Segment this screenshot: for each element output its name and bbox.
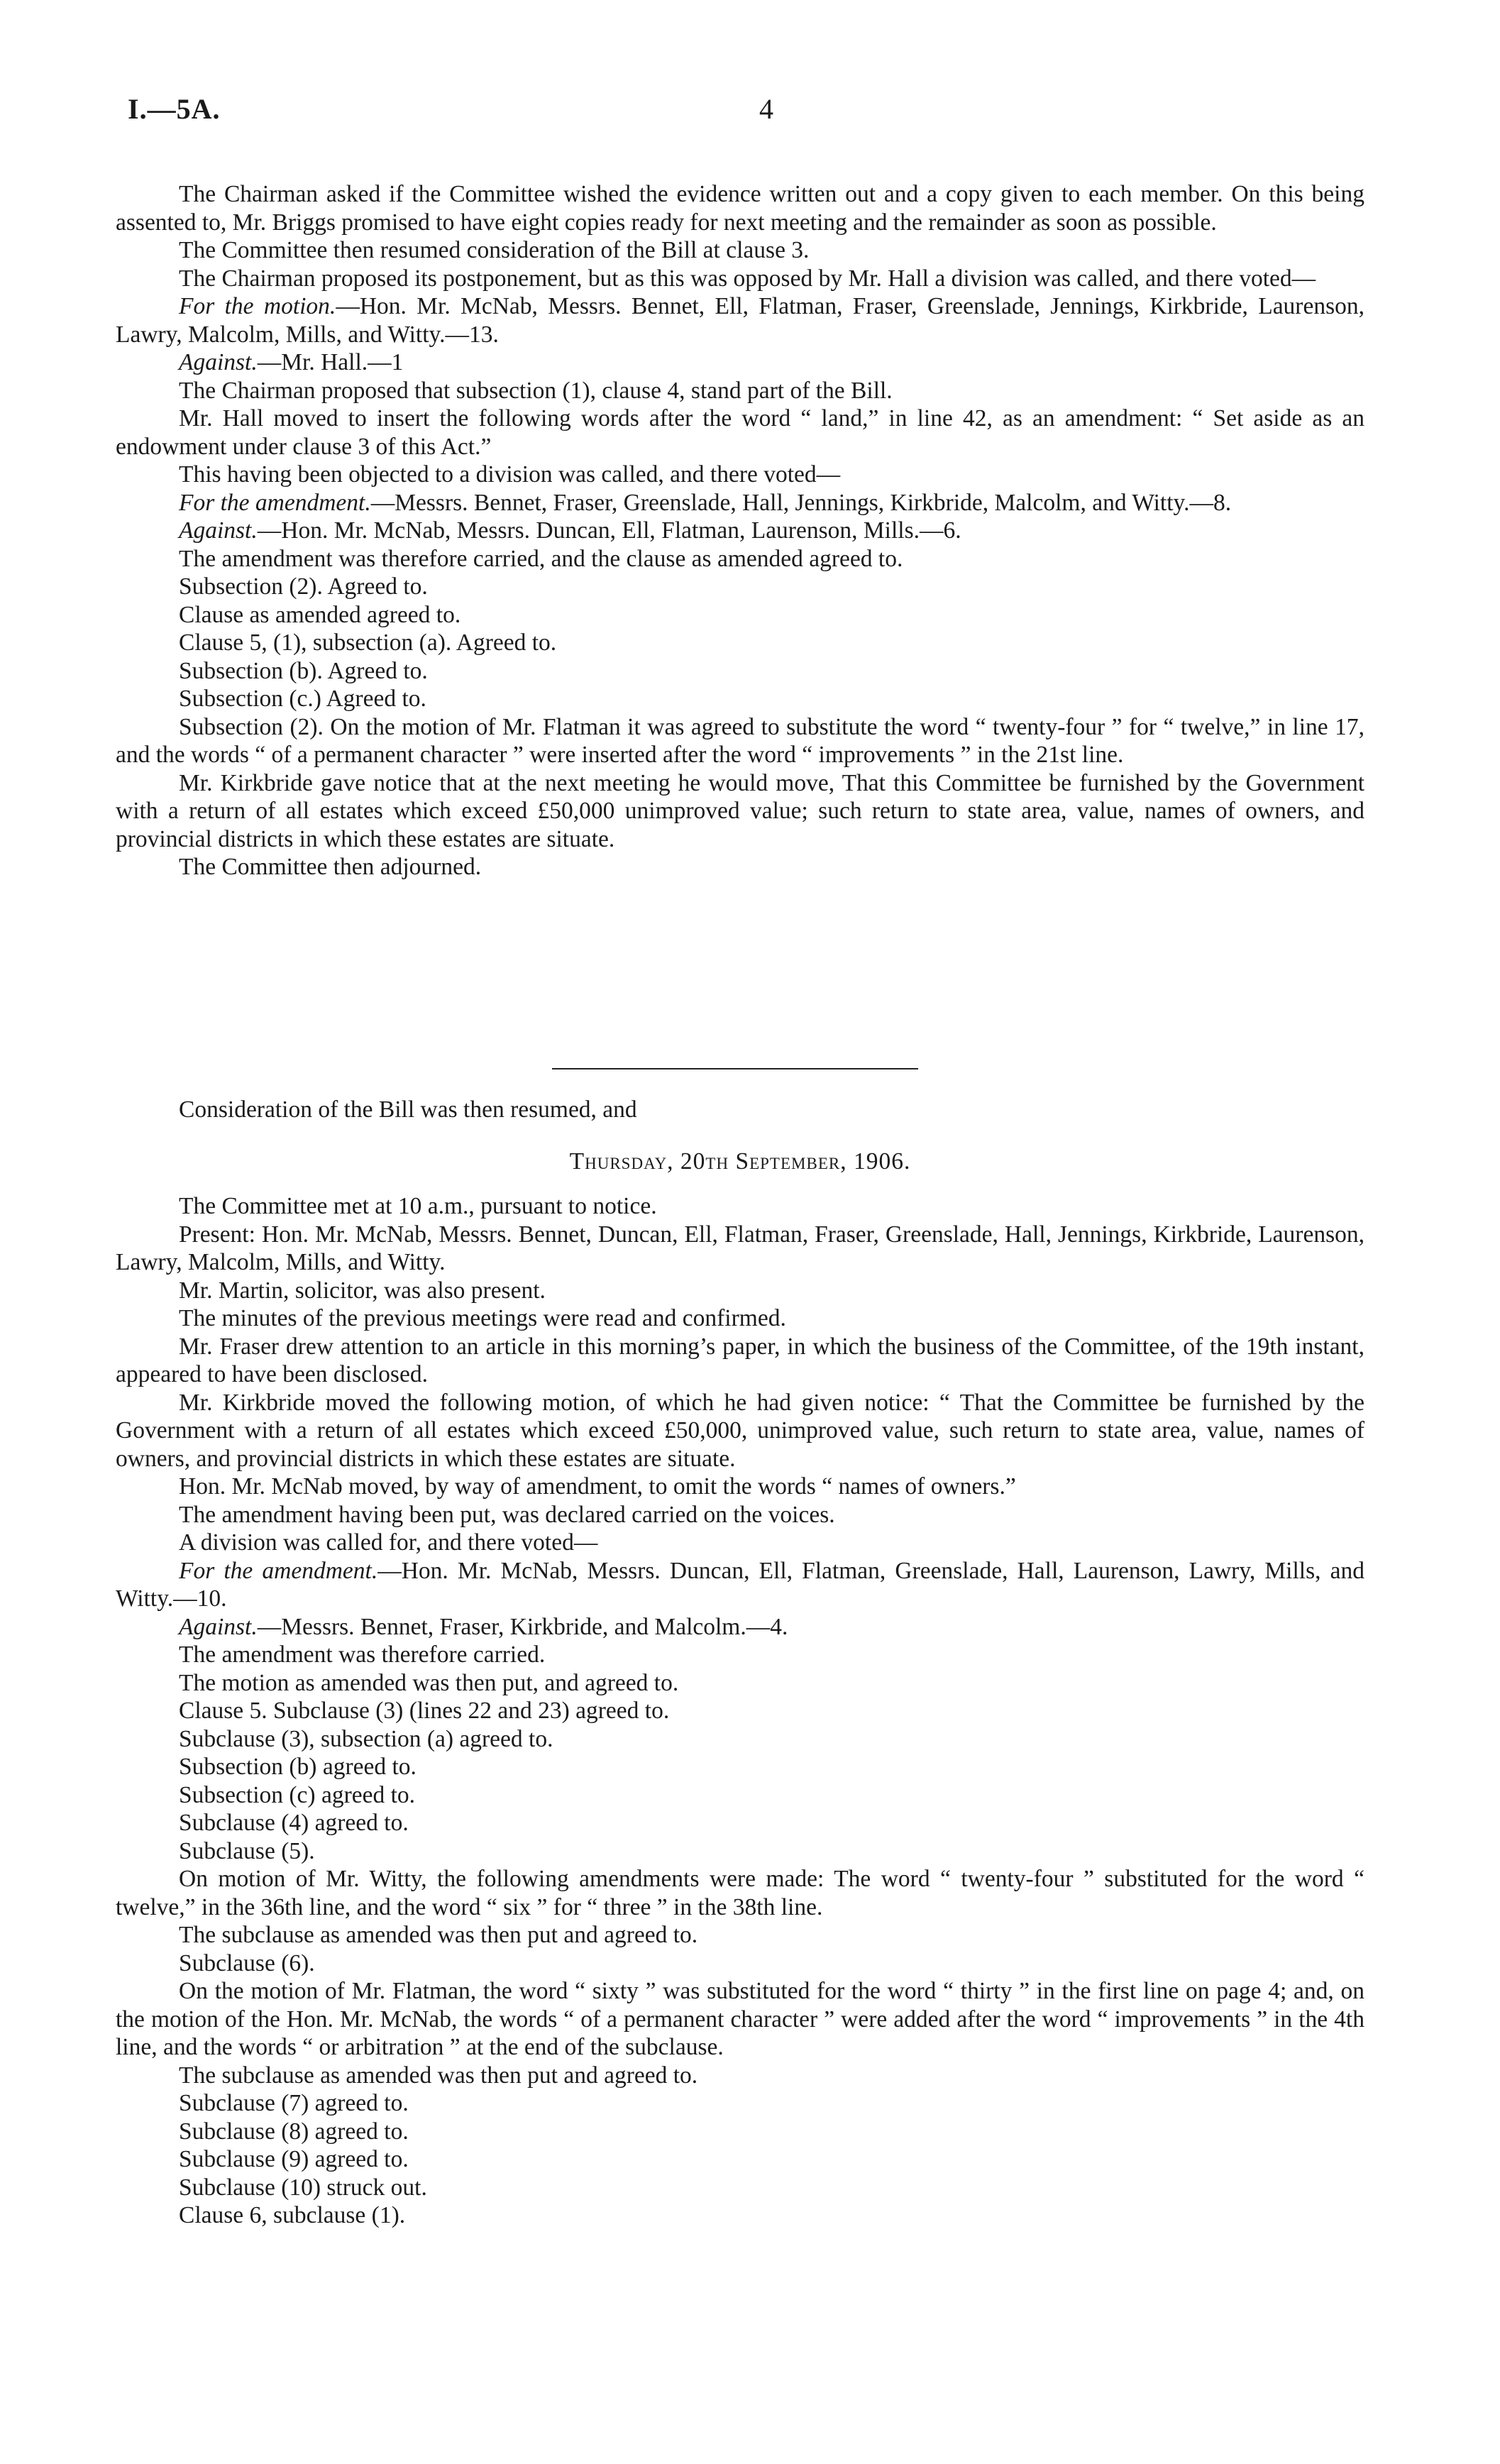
paragraph: Clause as amended agreed to.	[179, 601, 461, 628]
paragraph: Mr. Kirkbride moved the following motion, of which he had given notice: “ That the Committee be furnished by the Government with a return of all estates which exceed £50,000, unimproved value, such return to state area, value, names of owners, and provincial districts in which these estates are situate.	[116, 1389, 1364, 1472]
section-divider	[552, 1068, 918, 1069]
vote-for-paragraph: For the motion.—Hon. Mr. McNab, Messrs. Bennet, Ell, Flatman, Fraser, Greenslade, Jennings, Kirkbride, Laurenson, Lawry, Malcolm, Mills, and Witty.—13.	[116, 293, 1364, 348]
paragraph: Mr. Hall moved to insert the following words after the word “ land,” in line 42, as an amendment: “ Set aside as an endowment under clause 3 of this Act.”	[116, 405, 1364, 460]
paragraph: The subclause as amended was then put and agreed to.	[179, 2062, 698, 2089]
paragraph: On motion of Mr. Witty, the following amendments were made: The word “ twenty-four ” substituted for the word “ twelve,” in the 36th line, and the word “ six ” for “ three ” in the 38th line.	[116, 1866, 1364, 1920]
date-heading	[116, 1148, 1364, 1175]
paragraph: The Committee then resumed consideration of the Bill at clause 3.	[179, 237, 810, 263]
vote-against-paragraph: Against.—Hon. Mr. McNab, Messrs. Duncan, Ell, Flatman, Laurenson, Mills.—6.	[179, 517, 961, 544]
page-number: 4	[759, 93, 773, 125]
paragraph: Subclause (9) agreed to.	[179, 2146, 409, 2172]
paragraph: Subclause (6).	[179, 1949, 315, 1976]
minutes-section-1	[116, 180, 1364, 881]
paragraph: Mr. Martin, solicitor, was also present.	[179, 1277, 546, 1304]
vote-against-paragraph: Against.—Messrs. Bennet, Fraser, Kirkbride, and Malcolm.—4.	[179, 1613, 788, 1640]
paragraph: Present: Hon. Mr. McNab, Messrs. Bennet, Duncan, Ell, Flatman, Fraser, Greenslade, Hall, Jennings, Kirkbride, Laurenson, Lawry, Malcolm, Mills, and Witty.	[116, 1221, 1364, 1275]
document-id: I.—5A.	[128, 93, 221, 125]
paragraph: Subsection (b) agreed to.	[179, 1754, 417, 1780]
paragraph: The Committee met at 10 a.m., pursuant to notice.	[179, 1193, 657, 1219]
paragraph: Subsection (2). On the motion of Mr. Flatman it was agreed to substitute the word “ twenty-four ” for “ twelve,” in line 17, and the words “ of a permanent character ” were inserted after the word “ improvements ” in the 21st line.	[116, 713, 1364, 768]
paragraph: Clause 5, (1), subsection (a). Agreed to.	[179, 629, 557, 656]
paragraph: The Chairman proposed that subsection (1), clause 4, stand part of the Bill.	[179, 377, 893, 404]
resumed-line: Consideration of the Bill was then resumed, and	[179, 1096, 637, 1123]
paragraph: The amendment was therefore carried, and the clause as amended agreed to.	[179, 545, 903, 572]
paragraph: The amendment having been put, was declared carried on the voices.	[179, 1501, 835, 1528]
paragraph: The subclause as amended was then put and agreed to.	[179, 1922, 698, 1948]
paragraph: Subsection (2). Agreed to.	[179, 573, 428, 600]
paragraph: Subclause (3), subsection (a) agreed to.	[179, 1725, 553, 1752]
paragraph: Clause 6, subclause (1).	[179, 2202, 406, 2228]
paragraph: Subclause (7) agreed to.	[179, 2090, 409, 2116]
paragraph: The Committee then adjourned.	[179, 854, 482, 880]
paragraph: Subclause (5).	[179, 1837, 315, 1864]
vote-against-paragraph: Against.—Mr. Hall.—1	[179, 349, 404, 375]
paragraph: Subsection (b). Agreed to.	[179, 657, 428, 684]
paragraph: Subclause (8) agreed to.	[179, 2118, 409, 2145]
paragraph: On the motion of Mr. Flatman, the word “ sixty ” was substituted for the word “ thirty ” in the first line on page 4; and, on the motion of the Hon. Mr. McNab, the words “ of a permanent character ” were added after the word “ improvements ” in the 4th line, and the words “ or arbitration ” at the end of the subclause.	[116, 1978, 1364, 2060]
date-heading-text: Thursday, 20th September, 1906.	[569, 1148, 911, 1175]
paragraph: Hon. Mr. McNab moved, by way of amendment, to omit the words “ names of owners.”	[179, 1473, 1016, 1500]
paragraph: Mr. Kirkbride gave notice that at the next meeting he would move, That this Committee be furnished by the Government with a return of all estates which exceed £50,000 unimproved value; such return to state area, value, names of owners, and provincial districts in which these estates are situate.	[116, 769, 1364, 852]
vote-for-paragraph: For the amendment.—Messrs. Bennet, Fraser, Greenslade, Hall, Jennings, Kirkbride, Malcolm, and Witty.—8.	[179, 489, 1232, 516]
minutes-section-2	[116, 1192, 1364, 2230]
paragraph: The minutes of the previous meetings were read and confirmed.	[179, 1305, 786, 1331]
paragraph: The amendment was therefore carried.	[179, 1641, 546, 1668]
paragraph: Subclause (4) agreed to.	[179, 1810, 409, 1836]
paragraph: The motion as amended was then put, and agreed to.	[179, 1669, 679, 1696]
page-header	[114, 92, 1419, 135]
paragraph: The Chairman asked if the Committee wished the evidence written out and a copy given to each member. On this being assented to, Mr. Briggs promised to have eight copies ready for next meeting and the remainder as soon as possible.	[116, 181, 1364, 236]
vote-for-paragraph: For the amendment.—Hon. Mr. McNab, Messrs. Duncan, Ell, Flatman, Greenslade, Hall, Laurenson, Lawry, Mills, and Witty.—10.	[116, 1557, 1365, 1612]
paragraph: Subsection (c) agreed to.	[179, 1781, 416, 1808]
paragraph: The Chairman proposed its postponement, but as this was opposed by Mr. Hall a division was called, and there voted—	[179, 265, 1316, 292]
paragraph: This having been objected to a division was called, and there voted—	[179, 461, 841, 488]
paragraph: Subsection (c.) Agreed to.	[179, 686, 426, 712]
paragraph: A division was called for, and there voted—	[179, 1529, 598, 1556]
paragraph: Clause 5. Subclause (3) (lines 22 and 23) agreed to.	[179, 1698, 670, 1724]
paragraph: Subclause (10) struck out.	[179, 2174, 427, 2201]
paragraph: Mr. Fraser drew attention to an article in this morning’s paper, in which the business of the Committee, of the 19th instant, appeared to have been disclosed.	[116, 1333, 1364, 1387]
